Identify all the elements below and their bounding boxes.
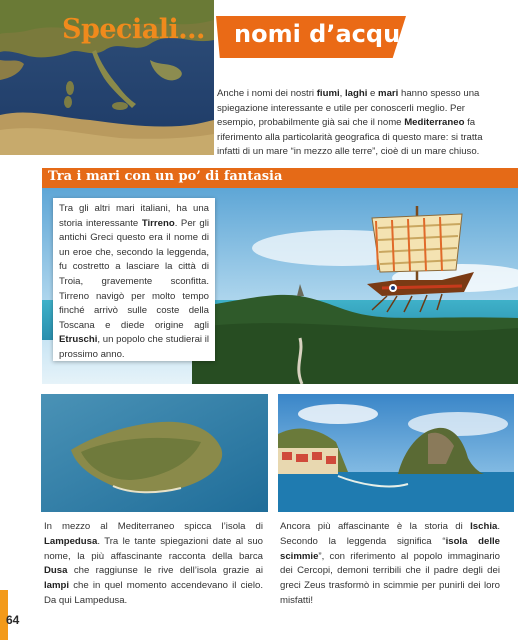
page-title: nomi d’acqua (234, 20, 417, 48)
ischia-photo (278, 394, 514, 512)
title-speciali: Speciali... (62, 14, 205, 45)
section-title: Tra i mari con un po’ di fantasia (48, 169, 283, 184)
intro-paragraph: Anche i nomi dei nostri fiumi, laghi e mari hanno spesso una spiegazione interessante e utile per conoscerli meglio. Per esempio, probabilmente già sai che il nome Mediterraneo fa riferimento alla particolarità geografica di questo mare: si tratta infatti di un mare “in mezzo alle terre”, cioè di un mare chiuso. (217, 88, 483, 158)
tirreno-text-box (53, 198, 215, 361)
ischia-paragraph: Ancora più affascinante è la storia di Ischia. Secondo la leggenda significa “isola delle scimmie”, con riferimento al popolo immaginario dei Cercopi, demoni terribili che il padre degli dei greci Zeus trasformò in scimmie per punirli dei loro misfatti! (280, 521, 501, 606)
page-number: 64 (6, 613, 20, 627)
lampedusa-paragraph: In mezzo al Mediterraneo spicca l’isola di Lampedusa. Tra le tante spiegazioni date al suo nome, la più affascinante racconta della barca Dusa che raggiunse le rive dell’isola grazie ai lampi che in quel momento accendevano il cielo. Da qui Lampedusa. (44, 521, 263, 606)
lampedusa-photo (41, 394, 268, 512)
tirreno-paragraph: Tra gli altri mari italiani, ha una storia interessante Tirreno. Per gli antichi Greci questo era il nome di un eroe che, secondo la leggenda, fu costretto a lasciare la città di Troia, gravemente sconfitta. Tirreno navigò per molto tempo finché arrivò sulle coste della Toscana e diede origine agli Etruschi, un popolo che studierai il prossimo anno. (59, 203, 210, 360)
